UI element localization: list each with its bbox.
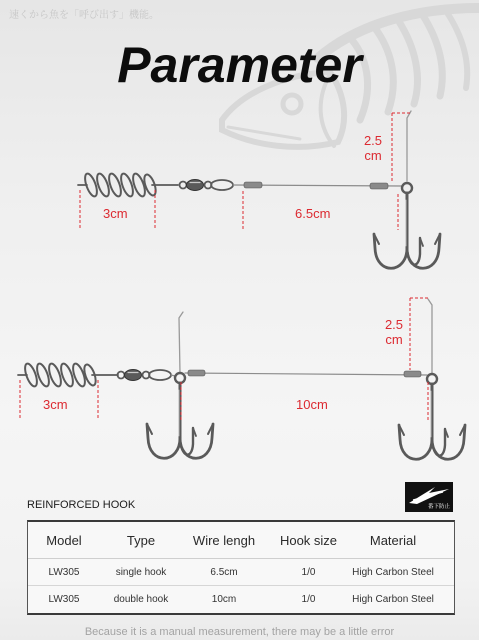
cell-type: double hook <box>113 594 169 605</box>
upper-screw-length-label: 3cm <box>103 206 128 221</box>
top-caption: 速くから魚を「呼び出す」機能。 <box>9 10 159 21</box>
lower-tip-height-label <box>381 317 407 347</box>
cell-model: LW305 <box>48 566 80 578</box>
measurement-footnote: Because it is a manual measurement, there may be a little error <box>84 626 395 638</box>
lower-screw-length-label: 3cm <box>43 397 68 412</box>
upper-treble-hook <box>374 183 440 268</box>
row-spacer <box>435 559 454 585</box>
cell-type: single hook <box>115 566 167 578</box>
header-model: Model <box>46 532 82 548</box>
upper-tip-height-unit: cm <box>364 148 382 163</box>
upper-crimp-sleeve-left <box>244 182 262 188</box>
header-material: Material <box>369 532 417 548</box>
spec-table <box>27 520 455 615</box>
lower-treble-hook-left <box>147 373 213 458</box>
cell-wire-length: 10cm <box>211 594 237 605</box>
lower-crimp-sleeve-left <box>188 370 205 376</box>
lower-corkscrew <box>18 362 118 388</box>
cell-material: High Carbon Steel <box>352 566 434 578</box>
lower-tip-height-unit: cm <box>385 332 403 347</box>
upper-wire-length-label: 6.5cm <box>295 206 331 221</box>
upper-stinger-wire <box>407 111 411 181</box>
lower-swivel <box>118 370 172 381</box>
lower-tip-height-value: 2.5 <box>384 317 404 332</box>
lower-crimp-sleeve-right <box>404 371 421 377</box>
brand-logo <box>405 482 453 512</box>
cell-wire-length: 6.5cm <box>210 566 238 578</box>
lower-stinger-wire-right <box>428 299 432 374</box>
upper-crimp-sleeve-right <box>370 183 388 189</box>
cell-hook-size: 1/0 <box>301 594 316 605</box>
header-wire-length: Wire lengh <box>192 532 256 548</box>
lower-tip-height-line <box>410 298 428 370</box>
page-title: Parameter <box>117 37 362 93</box>
header-type: Type <box>126 532 156 548</box>
row-spacer <box>435 586 454 613</box>
table-header-row <box>28 522 454 559</box>
table-row <box>28 586 454 613</box>
cell-material: High Carbon Steel <box>352 594 434 605</box>
watermark-eye <box>283 95 301 113</box>
lower-leader-wire <box>171 373 427 376</box>
upper-corkscrew <box>78 172 178 198</box>
header-spacer <box>435 522 454 558</box>
cell-model: LW305 <box>48 594 80 605</box>
cell-hook-size: 1/0 <box>301 566 316 578</box>
lower-treble-hook-right <box>399 374 465 459</box>
lower-stinger-wire-left <box>179 312 183 373</box>
upper-tip-height-value: 2.5 <box>363 133 383 148</box>
logo-text: 番下防止 <box>427 504 450 510</box>
upper-swivel <box>180 180 234 191</box>
section-title: REINFORCED HOOK <box>27 499 136 511</box>
upper-tip-height-label <box>360 133 386 163</box>
header-hook-size: Hook size <box>279 532 338 548</box>
lower-wire-length-label: 10cm <box>296 397 328 412</box>
table-row <box>28 559 454 586</box>
